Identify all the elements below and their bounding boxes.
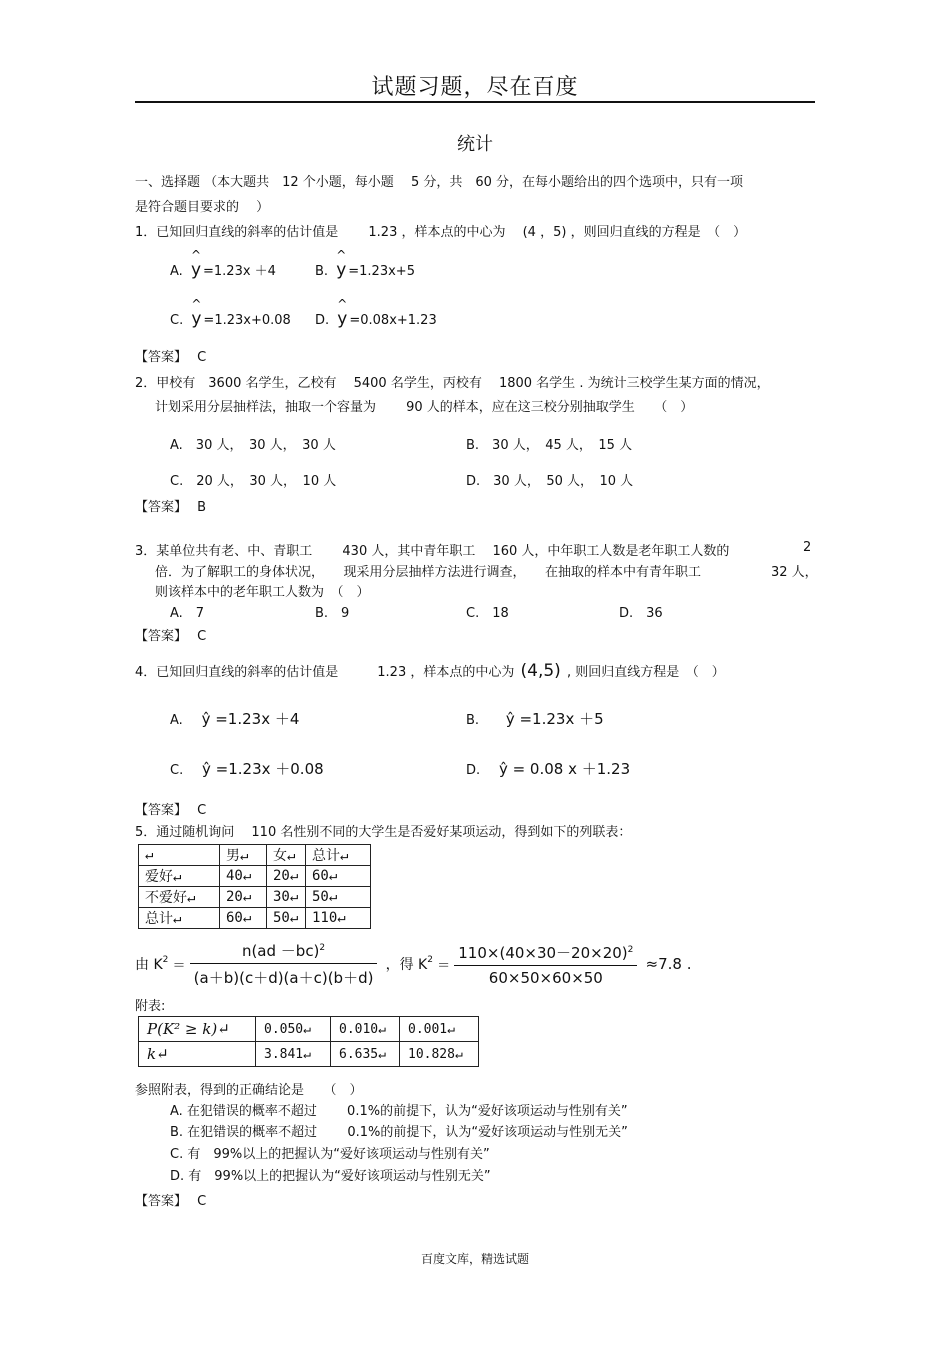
q4-stem-text: 4．已知回归直线的斜率的估计值是 1.23 ，样本点的中心为 (135, 665, 515, 680)
fraction-general (190, 940, 378, 988)
option-text: =1.23x+0.08 (203, 313, 291, 328)
q3-answer (135, 625, 206, 644)
page-footer: 百度文库，精选试题 (420, 1252, 529, 1266)
table-cell: 0.001↵ (400, 1017, 479, 1042)
q1-option-d (315, 297, 437, 329)
table-cell: 60↵ (306, 866, 371, 887)
y-hat-symbol (191, 297, 202, 329)
q5-stem: 5．通过随机询问 110 名性别不同的大学生是否爱好某项运动，得到如下的列联表： (135, 825, 632, 840)
table-cell: 男↵ (220, 845, 267, 866)
hat-mark: ^ (336, 248, 347, 262)
table-cell: k↵ (139, 1042, 256, 1067)
q4-option-b (466, 708, 604, 729)
superscript: 2 (162, 955, 169, 966)
table-cell: 30↵ (267, 887, 306, 908)
hat-mark: ^ (190, 248, 201, 262)
table-cell: 不爱好↵ (139, 887, 220, 908)
q3-stem-line3: 则该样本中的老年职工人数为 （ ） (155, 585, 370, 600)
table-cell: ↵ (139, 845, 220, 866)
q3-option-c: C. 18 (466, 606, 509, 621)
critical-value-table (138, 1016, 479, 1067)
q3-stem-line2-end: 32 人， (771, 565, 818, 580)
table-cell: 110↵ (306, 908, 371, 929)
table-row (139, 887, 371, 908)
q2-option-d: D. 30 人， 50 人， 10 人 (466, 474, 634, 489)
q4-stem (135, 661, 725, 681)
answer-label: 【答案】 (135, 500, 188, 515)
q3-option-b: B. 9 (315, 606, 350, 621)
contingency-table-wrap (138, 844, 371, 929)
answer-value: C (197, 1194, 207, 1209)
q4-option-d (466, 758, 630, 779)
table-row (139, 866, 371, 887)
q3-stem-line2: 倍．为了解职工的身体状况， 现采用分层抽样方法进行调查， 在抽取的样本中有青年职工 (155, 565, 702, 580)
contingency-table (138, 844, 371, 929)
q2-stem-line1: 2．甲校有 3600 名学生，乙校有 5400 名学生，丙校有 1800 名学生 . 为统计三校学生某方面的情况， (135, 376, 770, 391)
option-text: ŷ =1.23x ＋5 (505, 710, 604, 728)
chi-square-formula (135, 940, 692, 988)
answer-label: 【答案】 (135, 803, 188, 818)
q2-option-a: A. 30 人， 30 人， 30 人 (170, 438, 336, 453)
header-title: 试题习题，尽在百度 (371, 75, 579, 100)
critical-value-table-wrap (138, 1016, 479, 1067)
option-text: ŷ =1.23x ＋4 (201, 710, 300, 728)
table-cell: 女↵ (267, 845, 306, 866)
table-row (139, 1017, 479, 1042)
y-letter: y (336, 260, 347, 280)
table-cell: 20↵ (220, 887, 267, 908)
q4-option-c (170, 758, 324, 779)
option-label: A. (170, 264, 183, 279)
option-label: C. (170, 763, 184, 778)
equals-sign: ＝ (172, 958, 186, 974)
q2-answer (135, 496, 206, 515)
fraction-denominator: 60×50×60×50 (488, 968, 603, 987)
option-text: ŷ = 0.08 x ＋1.23 (498, 760, 631, 778)
superscript: 2 (427, 955, 433, 966)
fraction-numeric (454, 942, 637, 987)
answer-label: 【答案】 (135, 629, 188, 644)
option-label: D. (466, 763, 481, 778)
table-cell: 50↵ (267, 908, 306, 929)
option-label: A. (170, 713, 183, 728)
answer-value: C (197, 350, 207, 365)
answer-label: 【答案】 (135, 1194, 188, 1209)
answer-value: C (197, 803, 207, 818)
table-cell: 爱好↵ (139, 866, 220, 887)
q5-option-d: D. 有 99%以上的把握认为“爱好该项运动与性别无关” (170, 1169, 491, 1184)
hat-mark: ^ (191, 297, 202, 311)
q3-stem-line1-end: 2 (803, 540, 812, 555)
q3-stem-line1: 3．某单位共有老、中、青职工 430 人，其中青年职工 160 人，中年职工人数是老年职工人数的 (135, 544, 730, 559)
document-title: 统计 (457, 134, 493, 155)
formula-mid: ，得 K (385, 957, 428, 973)
option-text: =1.23x+5 (348, 264, 415, 279)
fraction-numerator: $110\times(40\times 30-20\times 20)^2$ (454, 942, 637, 966)
answer-label: 【答案】 (135, 350, 188, 365)
q1-stem: 1．已知回归直线的斜率的估计值是 1.23 ，样本点的中心为 (4 ，5) ，则回归直线的方程是 （ ） (135, 225, 747, 240)
q5-option-b: B. 在犯错误的概率不超过 0.1%的前提下，认为“爱好该项运动与性别无关” (170, 1125, 628, 1140)
option-text: =1.23x ＋4 (203, 264, 276, 279)
q4-option-a (170, 708, 299, 729)
table-header-row (139, 845, 371, 866)
q5-option-a: A. 在犯错误的概率不超过 0.1%的前提下，认为“爱好该项运动与性别有关” (170, 1104, 628, 1119)
q3-option-a: A. 7 (170, 606, 205, 621)
formula-prefix: 由 K (135, 957, 163, 973)
option-label: C. (170, 313, 184, 328)
option-text: ŷ =1.23x ＋0.08 (202, 760, 324, 778)
q4-answer (135, 799, 206, 818)
option-label: D. (315, 313, 330, 328)
y-letter: y (190, 260, 201, 280)
q2-stem-line2: 计划采用分层抽样法，抽取一个容量为 90 人的样本，应在这三校分别抽取学生 （ ） (155, 400, 694, 415)
sample-center: (4,5) (520, 661, 561, 681)
answer-value: B (197, 500, 207, 515)
table-cell: 6.635↵ (331, 1042, 400, 1067)
table-cell: 60↵ (220, 908, 267, 929)
q3-option-d: D. 36 (619, 606, 663, 621)
table-cell: 0.050↵ (256, 1017, 331, 1042)
approx-result: ≈7.8 . (645, 955, 692, 973)
y-hat-symbol (190, 248, 201, 280)
table-cell: 20↵ (267, 866, 306, 887)
table-cell: 40↵ (220, 866, 267, 887)
table-cell: P(K² ≥ k)↵ (139, 1017, 256, 1042)
answer-value: C (197, 629, 207, 644)
q2-option-c: C. 20 人， 30 人， 10 人 (170, 474, 337, 489)
table-cell: 总计↵ (306, 845, 371, 866)
option-text: =0.08x+1.23 (349, 313, 437, 328)
q1-option-c (170, 297, 291, 329)
section-heading-line2: 是符合题目要求的 ） (135, 200, 270, 215)
table-cell: 0.010↵ (331, 1017, 400, 1042)
table-cell: 50↵ (306, 887, 371, 908)
table-row (139, 908, 371, 929)
y-letter: y (191, 309, 202, 329)
q5-option-c: C. 有 99%以上的把握认为“爱好该项运动与性别有关” (170, 1147, 490, 1162)
q4-stem-tail: , 则回归直线方程是 （ ） (566, 665, 725, 680)
option-label: B. (466, 713, 480, 728)
equals-sign: ＝ (437, 958, 451, 974)
table-cell: 3.841↵ (256, 1042, 331, 1067)
q1-option-a (170, 248, 276, 280)
appendix-label: 附表: (135, 999, 166, 1014)
q1-option-b (315, 248, 415, 280)
table-cell: 总计↵ (139, 908, 220, 929)
fraction-denominator: (a＋b)(c＋d)(a＋c)(b＋d) (193, 969, 374, 987)
table-row (139, 1042, 479, 1067)
q2-option-b: B. 30 人， 45 人， 15 人 (466, 438, 633, 453)
table-cell: 10.828↵ (400, 1042, 479, 1067)
y-letter: y (337, 309, 348, 329)
option-label: B. (315, 264, 329, 279)
hat-mark: ^ (337, 297, 348, 311)
q1-answer (135, 346, 206, 365)
header-divider (135, 101, 815, 103)
fraction-numerator: n(ad －bc)$^2$ (190, 940, 378, 964)
y-hat-symbol (337, 297, 348, 329)
q5-question: 参照附表，得到的正确结论是 （ ） (135, 1083, 363, 1098)
q5-answer (135, 1190, 206, 1209)
section-heading-line1: 一、选择题 （本大题共 12 个小题，每小题 5 分，共 60 分，在每小题给出的四个选项中，只有一项 (135, 175, 744, 190)
y-hat-symbol (336, 248, 347, 280)
